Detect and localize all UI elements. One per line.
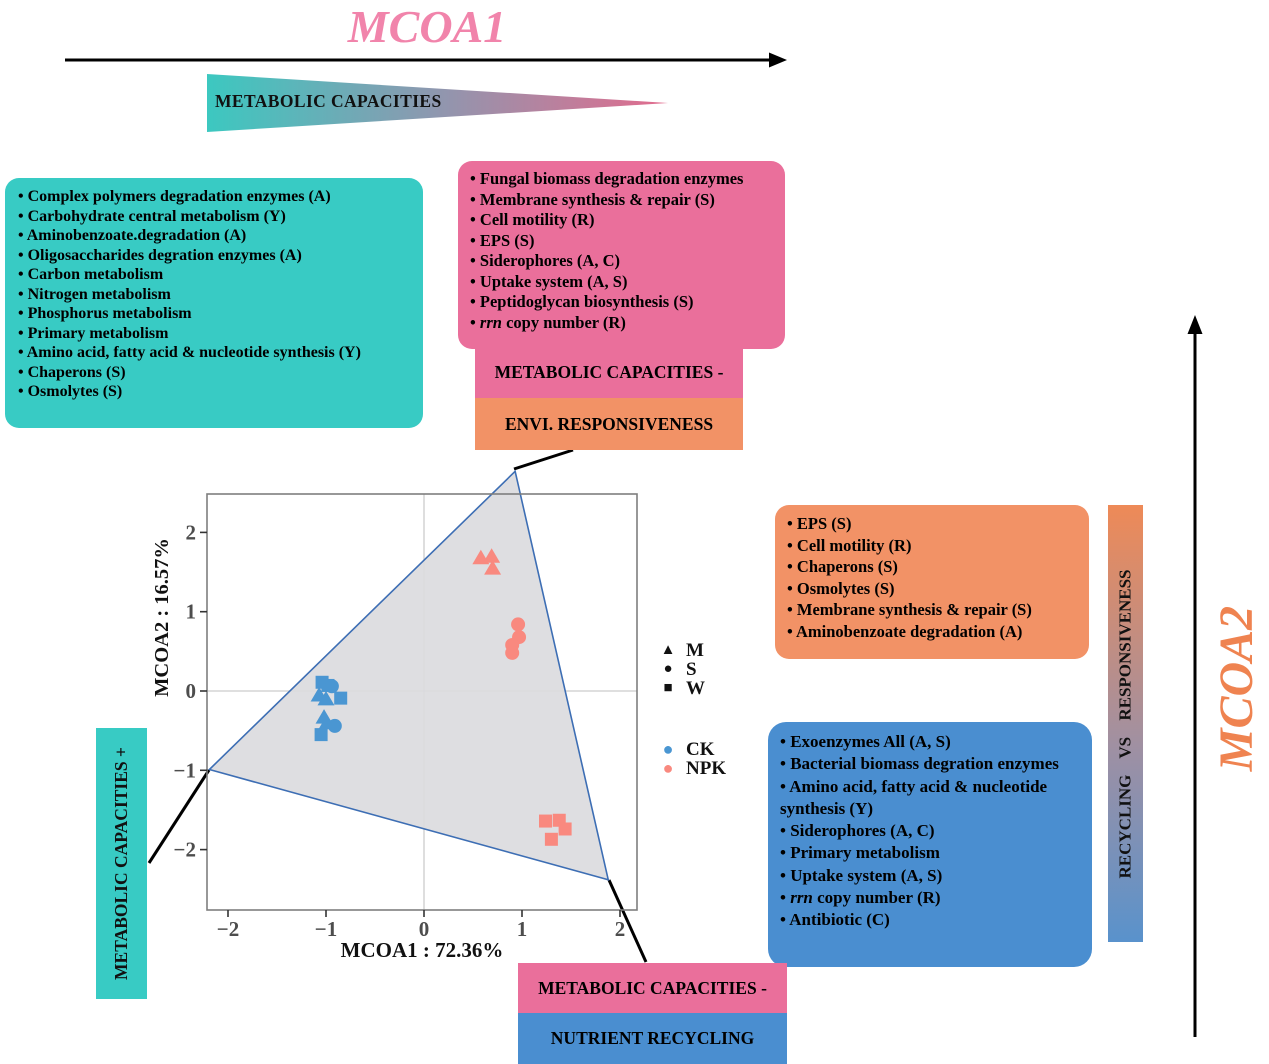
x-tick-label: 0 <box>418 917 430 941</box>
point-NPK-square <box>559 822 572 835</box>
list-item: • Siderophores (A, C) <box>470 251 621 270</box>
point-CK-circle <box>325 679 339 693</box>
treatment-legend <box>657 740 726 778</box>
list-item: • Chaperons (S) <box>18 363 126 381</box>
list-item: • Membrane synthesis & repair (S) <box>787 600 1032 619</box>
label-metabolic-capacities-minus-bottom: METABOLIC CAPACITIES - <box>518 963 787 1013</box>
point-NPK-circle <box>511 617 525 631</box>
mcoa2-axis-arrowhead-icon <box>1188 315 1203 334</box>
y-tick-label: 2 <box>185 520 196 545</box>
mcoa2-title <box>1200 592 1269 784</box>
legend-label: M <box>686 639 704 661</box>
list-item: • Carbon metabolism <box>18 266 164 283</box>
legend-item-W <box>657 679 705 698</box>
x-tick-label: −1 <box>314 917 338 941</box>
legend-label: NPK <box>686 757 727 779</box>
x-tick-label: −2 <box>216 917 240 941</box>
list-item: • Uptake system (A, S) <box>780 865 943 885</box>
blue-recycling-list <box>768 722 1092 967</box>
orange-responsiveness-list <box>775 505 1089 659</box>
circle-marker-icon: ● <box>663 661 673 677</box>
legend-item-M <box>657 641 705 660</box>
list-item: • Cell motility (R) <box>470 210 595 229</box>
list-item: • Osmolytes (S) <box>18 383 123 400</box>
x-tick-label: 2 <box>614 917 626 941</box>
mcoa1-title: MCOA1 <box>347 1 507 52</box>
list-item: • Chaperons (S) <box>787 557 898 576</box>
list-item: • Primary metabolism <box>18 324 169 342</box>
legend-item-CK <box>657 740 726 759</box>
y-tick-label: −1 <box>173 758 196 783</box>
x-tick-label: 1 <box>516 917 528 941</box>
label-nutrient-recycling: NUTRIENT RECYCLING <box>518 1013 787 1064</box>
point-CK-square <box>334 692 347 705</box>
list-item: • Membrane synthesis & repair (S) <box>470 189 715 209</box>
legend-label: S <box>686 658 697 680</box>
legend-item-S <box>657 660 705 679</box>
triangle-marker-icon: ▲ <box>660 642 676 658</box>
y-tick-label: 1 <box>185 599 196 624</box>
x-axis-label: MCOA1 : 72.36% <box>340 938 504 962</box>
list-item: • Cell motility (R) <box>787 535 912 555</box>
teal-metabolic-capacities-list <box>5 178 423 428</box>
mcoa-scatter-plot <box>174 471 637 941</box>
list-item: • Nitrogen metabolism <box>18 285 171 303</box>
point-NPK-square <box>539 815 552 828</box>
list-item: • Phosphorus metabolism <box>18 305 192 322</box>
list-item: • Aminobenzoate.degradation (A) <box>18 227 247 244</box>
list-item: • Amino acid, fatty acid & nucleotide synthesis (Y) <box>18 344 361 361</box>
list-item: • Oligosaccharides degration enzymes (A) <box>18 246 302 264</box>
list-item: • Bacterial biomass degration enzymes <box>780 754 1059 774</box>
y-tick-label: 0 <box>185 679 196 703</box>
color-dot-icon: ● <box>662 739 674 759</box>
recycling-vs-responsiveness-label <box>1090 505 1161 942</box>
list-item: • EPS (S) <box>470 230 535 250</box>
label-metabolic-capacities-minus-top: METABOLIC CAPACITIES - <box>475 347 743 398</box>
point-NPK-square <box>545 833 558 846</box>
metabolic-capacities-gradient-label: METABOLIC CAPACITIES <box>215 91 442 111</box>
shape-legend <box>657 641 705 698</box>
square-marker-icon: ■ <box>663 680 673 696</box>
list-item: • Amino acid, fatty acid & nucleotide synthesis (Y) <box>780 776 1048 818</box>
list-item: • Osmolytes (S) <box>787 578 895 598</box>
connector-top-vertex <box>514 450 573 469</box>
list-item: • Complex polymers degradation enzymes (A) <box>18 188 331 205</box>
list-item: • Peptidoglycan biosynthesis (S) <box>470 292 694 311</box>
y-axis-label-text: MCOA2 : 16.57% <box>150 537 173 697</box>
list-item: • Primary metabolism <box>780 843 940 863</box>
list-item: • Antibiotic (C) <box>780 910 890 930</box>
list-item: • Carbohydrate central metabolism (Y) <box>18 207 286 225</box>
mcoa1-axis-arrowhead-icon <box>769 53 787 68</box>
list-item: • rrn copy number (R) <box>780 888 941 908</box>
list-item: • Siderophores (A, C) <box>780 821 935 841</box>
color-dot-icon: ● <box>662 758 674 778</box>
legend-label: CK <box>686 738 715 760</box>
legend-label: W <box>686 677 705 699</box>
y-tick-label: −2 <box>173 837 196 862</box>
list-item: • Fungal biomass degradation enzymes <box>470 169 744 188</box>
point-CK-square <box>315 728 328 741</box>
list-item: • Exoenzymes All (A, S) <box>780 732 951 751</box>
list-item: • Aminobenzoate degradation (A) <box>787 621 1023 641</box>
list-item: • rrn copy number (R) <box>470 312 626 332</box>
label-metabolic-capacities-plus <box>96 728 147 999</box>
list-item: • Uptake system (A, S) <box>470 271 628 291</box>
label-envi-responsiveness: ENVI. RESPONSIVENESS <box>475 398 743 450</box>
legend-item-NPK <box>657 759 726 778</box>
y-axis-label <box>139 517 185 717</box>
point-NPK-circle <box>505 646 519 660</box>
list-item: • EPS (S) <box>787 514 852 533</box>
point-CK-circle <box>328 719 342 733</box>
recycling-vs-responsiveness-text: RECYCLING VS RESPONSIVENESS <box>1115 569 1135 878</box>
mcoa2-title-text: MCOA2 <box>1210 605 1264 771</box>
pink-responsiveness-list <box>458 161 785 349</box>
metabolic-capacities-plus-text: METABOLIC CAPACITIES + <box>111 747 131 980</box>
